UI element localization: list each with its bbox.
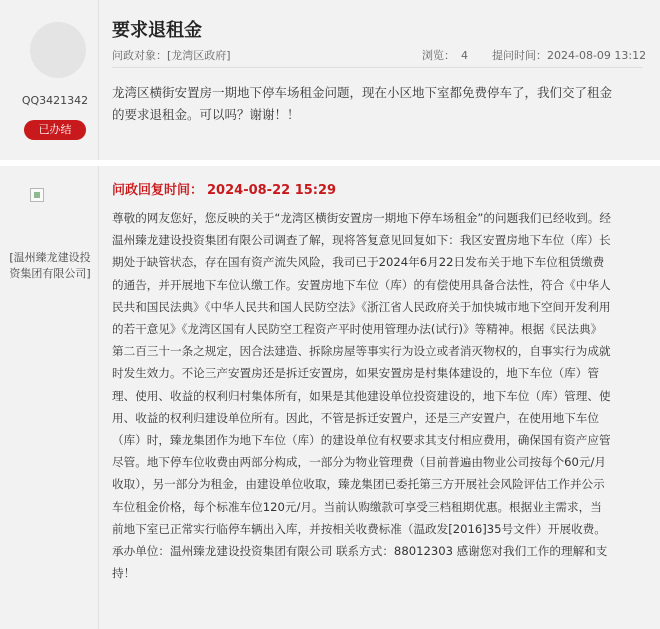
views-label: 浏览： (422, 49, 455, 62)
question-body: 龙湾区横街安置房一期地下停车场租金问题，现在小区地下室都免费停车了，我们交了租金的要求退租金。可以吗？谢谢！！ (112, 85, 613, 122)
broken-image-icon (30, 188, 44, 202)
reply-body: 尊敬的网友您好，您反映的关于“龙湾区横街安置房一期地下停车场租金”的问题我们已经收到。经温州臻龙建设投资集团有限公司调查了解，现将答复意见回复如下：我区安置房地下车位（库）长期处于缺管状态，存在国有资产流失风险，我司已于2024年6月22日发布关于地下车位租赁缴费的通告，并开展地下车位认缴工作。安置房地下车位（库）的有偿使用具备合法性，符合《中华人民共和国民法典》《中华人民共和国人民防空法》《浙江省人民政府关于加快城市地下空间开发利用的若干意见》《龙湾区国有人民防空工程资产平时使用管理办法(试行)》等精神。根据《民法典》第二百三十一条之规定，因合法建造、拆除房屋等事实行为设立或者消灭物权的，自事实行为成就时发生效力。不论三产安置房还是拆迁安置房，如果安置房是村集体建设的，地下车位（库）管理、使用、收益的权利归村集体所有，如果是其他建设单位投资建设的，地下车位（库）管理、使用、收益的权利归建设单位所有。因此，不管是拆迁安置户，还是三产安置户，在使用地下车位（库）时，臻龙集团作为地下车位（库）的建设单位有权要求其支付相应费用，确保国有资产应管尽管。地下停车位收费由两部分构成，一部分为物业管理费（目前普遍由物业公司按每个60元/月收取），另一部分为租金，由建设单位收取，臻龙集团已委托第三方开展社会风险评估工作并公示车位租金价格，每个标准车位120元/月。当前认购缴款可享受三档租期优惠。根据业主需求，当前地下室已正常实行临停车辆出入库，并按相关收费标准（温政发[2016]35号文件）开展收费。承办单位：温州臻龙建设投资集团有限公司 联系方式：88012303 感谢您对我们工作的理解和支持！ (112, 211, 611, 581)
question-time: 2024-08-09 13:12 (547, 49, 647, 62)
target-label: 问政对象： (112, 49, 167, 62)
views-meta (422, 47, 468, 63)
meta-divider (112, 67, 642, 68)
reply-post (0, 166, 660, 629)
column-divider (98, 0, 99, 160)
post-title: 要求退租金 (112, 20, 202, 41)
status-badge: 已办结 (24, 120, 86, 140)
org-logo (24, 182, 76, 234)
reply-time-label: 问政回复时间： (112, 183, 204, 198)
reply-time: 2024-08-22 15:29 (207, 183, 337, 198)
target-meta (112, 47, 231, 63)
views-count: 4 (461, 49, 468, 62)
user-avatar[interactable] (30, 22, 86, 78)
reply-time-meta (112, 179, 336, 198)
question-time-meta (492, 47, 646, 63)
question-post (0, 0, 660, 160)
user-column (12, 8, 98, 154)
target-link[interactable]: [龙湾区政府] (167, 49, 231, 62)
question-time-label: 提问时间： (492, 49, 547, 62)
column-divider (98, 166, 99, 629)
org-name[interactable]: [温州臻龙建设投资集团有限公司] (9, 251, 91, 280)
username[interactable]: QQ3421342 (21, 94, 89, 107)
